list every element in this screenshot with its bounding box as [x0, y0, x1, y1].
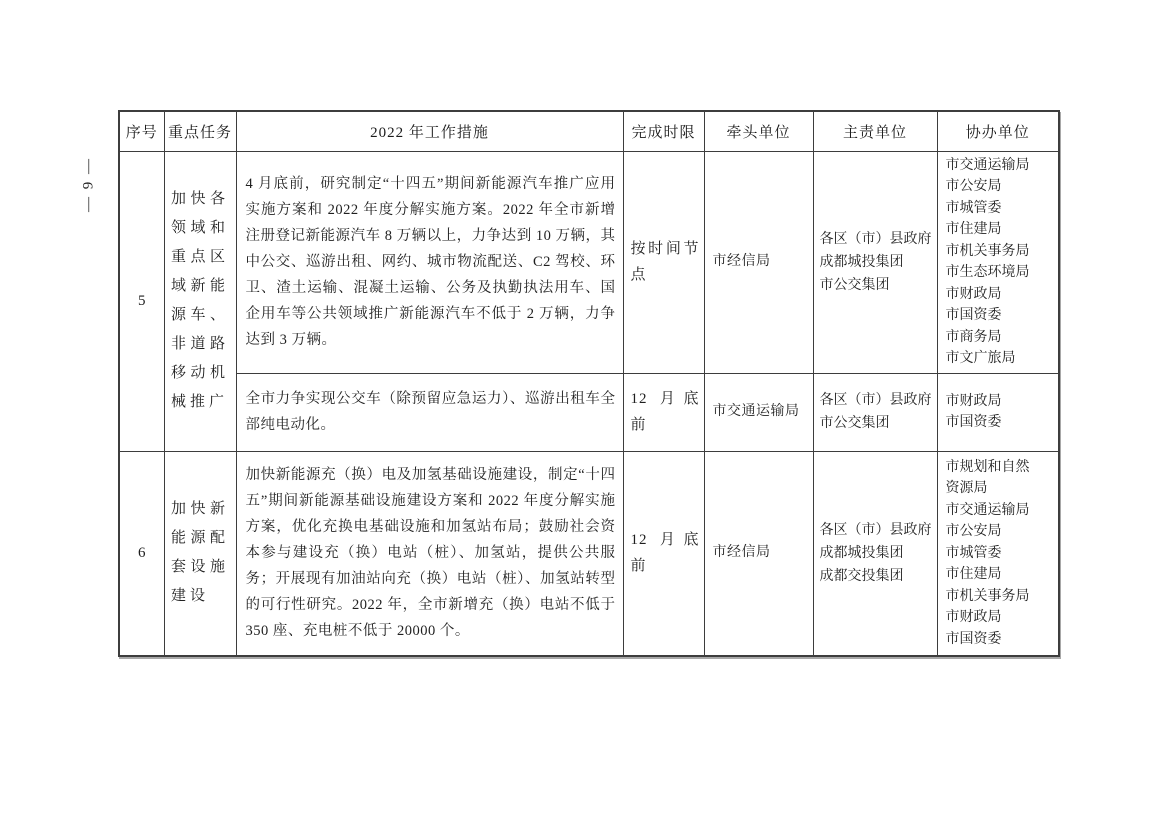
cell-responsible-units-5-2 [813, 373, 937, 451]
assisting-units-list [946, 155, 1041, 370]
list-item: 市公安局 [945, 179, 1002, 194]
list-item: 市国资委 [945, 631, 1002, 647]
list-item: 市国资委 [945, 415, 1002, 430]
list-item: 市城管委 [945, 200, 1002, 216]
list-item: 市商务局 [945, 329, 1002, 345]
assisting-units-list [946, 391, 1041, 434]
cell-responsible-units-5-1 [813, 151, 937, 373]
responsible-units-list [820, 519, 934, 588]
list-item: 各区（市）县政府 [819, 522, 932, 538]
cell-seq-6: 6 [119, 451, 164, 656]
list-item: 市财政局 [945, 393, 1002, 409]
list-item: 各区（市）县政府 [819, 231, 932, 247]
list-item: 市交通运输局 [945, 157, 1030, 173]
list-item: 成都交投集团 [819, 568, 904, 584]
list-item: 市城管委 [945, 545, 1002, 561]
cell-lead-unit-5-2 [704, 373, 813, 451]
table-row-6 [119, 451, 1059, 656]
task-text: 加快新能源配套设施建设 [171, 501, 229, 605]
cell-lead-unit-6-1 [704, 451, 813, 656]
cell-task-6 [164, 451, 236, 656]
list-item: 市公安局 [945, 524, 1002, 539]
deadline-text: 12 月底前 [630, 532, 700, 575]
table-row-5-measure-1 [119, 151, 1059, 373]
list-item: 市机关事务局 [945, 588, 1030, 604]
col-header-assisting-unit: 协办单位 [937, 111, 1059, 151]
cell-lead-unit-5-1 [704, 151, 813, 373]
cell-deadline-5-2 [623, 373, 704, 451]
work-measures-table [118, 110, 1060, 657]
list-item: 市住建局 [945, 222, 1002, 237]
list-item: 市机关事务局 [945, 243, 1030, 259]
cell-responsible-units-6-1 [813, 451, 937, 656]
lead-unit-text: 市经信局 [712, 254, 771, 269]
cell-task-5 [164, 151, 236, 451]
cell-seq-5: 5 [119, 151, 164, 451]
responsible-units-list [820, 228, 934, 297]
responsible-units-list [820, 389, 934, 435]
cell-measure-6-1 [236, 451, 623, 656]
cell-assisting-units-5-1 [937, 151, 1059, 373]
list-item: 市规划和自然资源局 [945, 459, 1030, 496]
lead-unit-text: 市经信局 [712, 545, 771, 561]
table-row-5-measure-2 [119, 373, 1059, 451]
list-item: 市住建局 [945, 567, 1002, 582]
deadline-text: 12 月底前 [630, 391, 700, 433]
measure-text: 加快新能源充（换）电及加氢基础设施建设，制定“十四五”期间新能源基础设施建设方案和 2022 年度分解实施方案，优化充换电基础设施和加氢站布局；鼓励社会资本参与建设充（换）电站（桩）、加氢站，提供公共服务；开展现有加油站向充（换）电站（桩）、加氢站转型的可行性研究。2022 年，全市新增充（换）电站不低于 350 座、充电桩不低于 20000 个。 [245, 467, 616, 640]
col-header-deadline: 完成时限 [623, 111, 704, 151]
col-header-seq: 序号 [119, 111, 164, 151]
lead-unit-text: 市交通运输局 [712, 404, 800, 419]
page-number: — 9 — [80, 157, 97, 212]
list-item: 市生态环境局 [945, 265, 1030, 280]
cell-assisting-units-5-2 [937, 373, 1059, 451]
col-header-responsible-unit: 主责单位 [813, 111, 937, 151]
list-item: 市公交集团 [819, 416, 890, 431]
cell-deadline-6-1 [623, 451, 704, 656]
assisting-units-list [946, 457, 1041, 651]
list-item: 成都城投集团 [819, 254, 904, 270]
list-item: 市交通运输局 [945, 502, 1030, 518]
cell-deadline-5-1 [623, 151, 704, 373]
task-text: 加快各领域和重点区域新能源车、非道路移动机械推广 [171, 191, 229, 410]
cell-measure-5-2 [236, 373, 623, 451]
list-item: 各区（市）县政府 [819, 393, 932, 408]
deadline-text: 按时间节点 [630, 241, 700, 283]
list-item: 市财政局 [945, 610, 1002, 625]
cell-assisting-units-6-1 [937, 451, 1059, 656]
cell-measure-5-1 [236, 151, 623, 373]
col-header-measures: 2022 年工作措施 [236, 111, 623, 151]
measure-text: 全市力争实现公交车（除预留应急运力）、巡游出租车全部纯电动化。 [245, 391, 616, 433]
list-item: 成都城投集团 [819, 545, 904, 561]
col-header-lead-unit: 牵头单位 [704, 111, 813, 151]
header-row [119, 111, 1059, 151]
list-item: 市财政局 [945, 286, 1002, 302]
col-header-task: 重点任务 [164, 111, 236, 151]
measure-text: 4 月底前，研究制定“十四五”期间新能源汽车推广应用实施方案和 2022 年度分解实施方案。2022 年全市新增注册登记新能源汽车 8 万辆以上，力争达到 10 万辆，其中公交、巡游出租、网约、城市物流配送、C2 驾校、环卫、渣土运输、混凝土运输、公务及执勤执法用车、国企用车等公共领域推广新能源汽车不低于 2 万辆，力争达到 3 万辆。 [245, 176, 616, 348]
list-item: 市公交集团 [819, 277, 890, 293]
list-item: 市文广旅局 [945, 351, 1016, 366]
list-item: 市国资委 [945, 308, 1002, 323]
